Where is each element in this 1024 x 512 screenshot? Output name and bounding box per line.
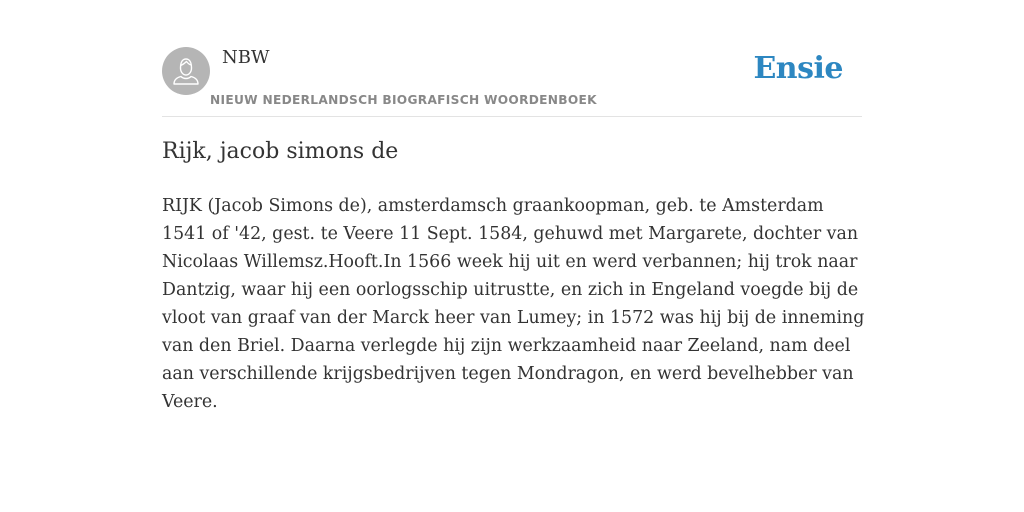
source-full-name[interactable]: NIEUW NEDERLANDSCH BIOGRAFISCH WOORDENBOEK <box>210 93 597 107</box>
source-abbreviation[interactable]: NBW <box>222 47 270 68</box>
entry-body: RIJK (Jacob Simons de), amsterdamsch graankoopman, geb. te Amsterdam 1541 of '42, gest. te Veere 11 Sept. 1584, gehuwd met Margarete, dochter van Nicolaas Willemsz.Hooft.In 1566 week hij uit en werd verbannen; hij trok naar Dantzig, waar hij een oorlogsschip uitrustte, en zich in Engeland voegde bij de vloot van graaf van der Marck heer van Lumey; in 1572 was hij bij de inneming van den Briel. Daarna verlegde hij zijn werkzaamheid naar Zeeland, nam deel aan verschillende krijgsbedrijven tegen Mondragon, en werd bevelhebber van Veere. <box>162 196 865 412</box>
ensie-logo[interactable]: Ensie <box>753 51 843 86</box>
avatar[interactable] <box>162 47 210 95</box>
user-icon <box>162 47 210 95</box>
entry-title: Rijk, jacob simons de <box>162 139 399 164</box>
source-header <box>162 46 862 117</box>
